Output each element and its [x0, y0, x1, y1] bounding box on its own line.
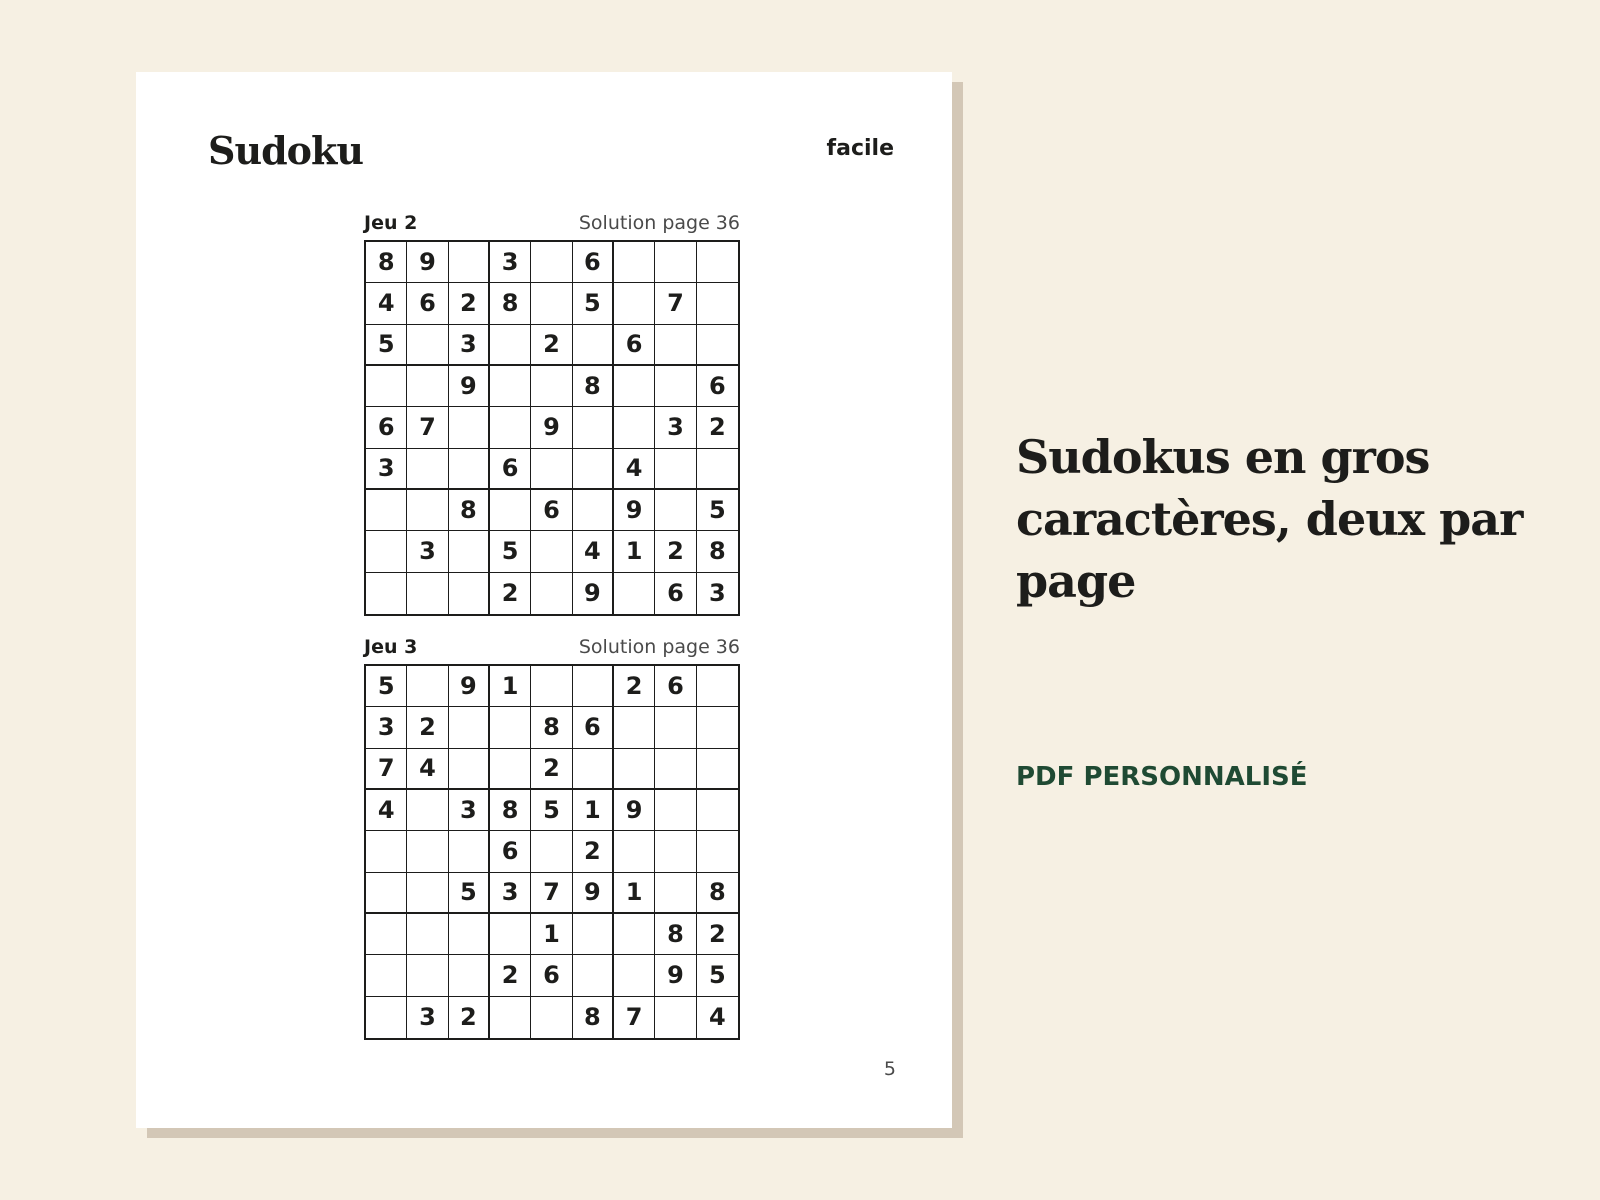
sudoku-cell	[366, 531, 407, 572]
sudoku-cell	[531, 573, 572, 614]
sudoku-cell	[407, 914, 448, 955]
puzzle-solution-ref: Solution page 36	[578, 636, 740, 658]
sudoku-cell: 6	[655, 573, 696, 614]
sudoku-cell	[655, 831, 696, 872]
sudoku-cell	[407, 449, 448, 490]
sudoku-cell	[531, 242, 572, 283]
sudoku-cell: 3	[407, 531, 448, 572]
sudoku-cell	[449, 914, 490, 955]
sudoku-cell	[407, 955, 448, 996]
sudoku-cell: 6	[531, 955, 572, 996]
sudoku-cell	[614, 242, 655, 283]
sudoku-cell: 8	[573, 997, 614, 1038]
sudoku-cell	[697, 831, 738, 872]
puzzle-label: Jeu 3	[364, 636, 418, 658]
sudoku-cell: 2	[490, 573, 531, 614]
sudoku-cell: 4	[366, 790, 407, 831]
sudoku-cell	[697, 242, 738, 283]
sudoku-cell	[490, 366, 531, 407]
sudoku-cell: 5	[697, 955, 738, 996]
sudoku-cell: 8	[697, 873, 738, 914]
sudoku-cell	[407, 490, 448, 531]
sudoku-cell	[655, 707, 696, 748]
sudoku-cell: 5	[449, 873, 490, 914]
sudoku-cell: 3	[449, 325, 490, 366]
sudoku-cell: 8	[573, 366, 614, 407]
sudoku-cell	[407, 366, 448, 407]
sudoku-cell	[573, 749, 614, 790]
sudoku-cell	[490, 749, 531, 790]
sudoku-cell: 7	[407, 407, 448, 448]
sudoku-cell	[531, 997, 572, 1038]
sudoku-cell: 2	[449, 997, 490, 1038]
sudoku-cell: 9	[573, 873, 614, 914]
sudoku-cell	[366, 997, 407, 1038]
sudoku-cell	[366, 873, 407, 914]
sudoku-cell	[366, 490, 407, 531]
sudoku-cell: 2	[655, 531, 696, 572]
sudoku-cell: 1	[490, 666, 531, 707]
sudoku-cell: 5	[531, 790, 572, 831]
sudoku-cell	[655, 366, 696, 407]
sudoku-cell: 5	[697, 490, 738, 531]
sudoku-cell: 6	[573, 242, 614, 283]
sudoku-cell	[449, 707, 490, 748]
page-number: 5	[883, 1058, 896, 1080]
promo-title: Sudokus en gros caractères, deux par page	[1016, 430, 1523, 608]
sudoku-cell: 3	[655, 407, 696, 448]
sudoku-cell	[449, 955, 490, 996]
sudoku-cell: 3	[490, 242, 531, 283]
sudoku-grid	[364, 240, 740, 616]
sudoku-cell	[490, 997, 531, 1038]
sudoku-cell	[573, 325, 614, 366]
sudoku-cell: 9	[531, 407, 572, 448]
sudoku-cell: 8	[490, 790, 531, 831]
sudoku-cell: 7	[614, 997, 655, 1038]
sudoku-cell: 6	[490, 831, 531, 872]
sudoku-cell: 3	[449, 790, 490, 831]
sudoku-cell	[655, 873, 696, 914]
sudoku-cell: 2	[697, 914, 738, 955]
sudoku-cell: 3	[366, 707, 407, 748]
sudoku-cell	[490, 325, 531, 366]
sudoku-cell	[697, 749, 738, 790]
sudoku-cell: 3	[366, 449, 407, 490]
sudoku-cell	[449, 831, 490, 872]
sudoku-cell: 1	[614, 531, 655, 572]
sudoku-cell: 5	[490, 531, 531, 572]
sudoku-cell: 9	[614, 790, 655, 831]
sudoku-cell: 6	[531, 490, 572, 531]
sudoku-cell	[407, 873, 448, 914]
sudoku-cell	[697, 666, 738, 707]
sudoku-cell: 7	[366, 749, 407, 790]
puzzle-header	[364, 636, 740, 664]
sudoku-cell: 6	[614, 325, 655, 366]
puzzle-solution-ref: Solution page 36	[578, 212, 740, 234]
sudoku-cell	[573, 407, 614, 448]
sudoku-cell	[697, 283, 738, 324]
promo-tag: PDF PERSONNALISÉ	[1016, 762, 1308, 792]
sudoku-cell: 8	[697, 531, 738, 572]
sudoku-cell: 9	[449, 366, 490, 407]
sudoku-cell	[449, 407, 490, 448]
sudoku-cell: 2	[573, 831, 614, 872]
sudoku-cell	[614, 831, 655, 872]
sudoku-cell	[614, 283, 655, 324]
sudoku-cell	[573, 955, 614, 996]
sudoku-cell	[366, 831, 407, 872]
sudoku-cell: 7	[655, 283, 696, 324]
sudoku-cell: 4	[366, 283, 407, 324]
sudoku-cell	[490, 407, 531, 448]
sudoku-cell	[407, 831, 448, 872]
sudoku-cell: 5	[366, 325, 407, 366]
sudoku-cell	[573, 914, 614, 955]
sudoku-cell: 5	[573, 283, 614, 324]
sudoku-puzzle-2	[364, 636, 740, 1040]
sudoku-cell	[449, 749, 490, 790]
sudoku-cell	[407, 325, 448, 366]
sudoku-cell: 8	[366, 242, 407, 283]
sudoku-cell	[531, 283, 572, 324]
sudoku-cell: 2	[614, 666, 655, 707]
sudoku-cell: 3	[708, 579, 726, 608]
sudoku-puzzle-1	[364, 212, 740, 616]
sudoku-cell	[449, 449, 490, 490]
page-title: Sudoku	[208, 128, 363, 173]
sudoku-grid	[364, 664, 740, 1040]
puzzle-label: Jeu 2	[364, 212, 418, 234]
sudoku-cell	[531, 531, 572, 572]
sudoku-cell: 6	[697, 366, 738, 407]
sudoku-cell	[407, 573, 448, 614]
sudoku-cell: 8	[490, 283, 531, 324]
sudoku-cell: 6	[573, 707, 614, 748]
sudoku-cell: 1	[573, 790, 614, 831]
sudoku-cell: 1	[531, 914, 572, 955]
document-page	[136, 72, 952, 1128]
sudoku-cell	[614, 366, 655, 407]
sudoku-cell: 1	[614, 873, 655, 914]
sudoku-cell	[614, 749, 655, 790]
sudoku-cell	[366, 914, 407, 955]
sudoku-cell: 2	[531, 749, 572, 790]
sudoku-cell	[655, 325, 696, 366]
sudoku-cell	[407, 790, 448, 831]
sudoku-cell: 6	[655, 666, 696, 707]
sudoku-cell: 2	[697, 407, 738, 448]
sudoku-cell: 9	[449, 666, 490, 707]
sudoku-cell: 8	[531, 707, 572, 748]
sudoku-cell	[531, 449, 572, 490]
sudoku-cell	[655, 790, 696, 831]
sudoku-cell: 9	[614, 490, 655, 531]
sudoku-cell: 3	[490, 873, 531, 914]
sudoku-cell: 2	[531, 325, 572, 366]
sudoku-cell	[531, 831, 572, 872]
sudoku-cell	[614, 573, 655, 614]
sudoku-cell	[573, 490, 614, 531]
sudoku-cell	[531, 666, 572, 707]
sudoku-cell	[655, 242, 696, 283]
sudoku-cell	[655, 449, 696, 490]
sudoku-cell	[490, 490, 531, 531]
sudoku-cell: 4	[614, 449, 655, 490]
sudoku-cell: 2	[407, 707, 448, 748]
difficulty-label: facile	[826, 136, 894, 161]
sudoku-cell: 2	[490, 955, 531, 996]
sudoku-cell	[655, 749, 696, 790]
puzzle-header	[364, 212, 740, 240]
sudoku-cell: 4	[407, 749, 448, 790]
sudoku-cell	[449, 242, 490, 283]
sudoku-cell: 6	[366, 407, 407, 448]
sudoku-cell	[573, 449, 614, 490]
sudoku-cell	[655, 490, 696, 531]
sudoku-cell	[490, 914, 531, 955]
sudoku-cell	[366, 366, 407, 407]
sudoku-cell	[697, 449, 738, 490]
sudoku-cell	[614, 955, 655, 996]
sudoku-cell: 7	[531, 873, 572, 914]
sudoku-cell	[407, 666, 448, 707]
sudoku-cell	[655, 997, 696, 1038]
sudoku-cell: 6	[407, 283, 448, 324]
sudoku-cell	[490, 707, 531, 748]
sudoku-cell	[614, 914, 655, 955]
sudoku-cell	[614, 407, 655, 448]
sudoku-cell	[614, 707, 655, 748]
sudoku-cell	[449, 531, 490, 572]
sudoku-cell: 9	[407, 242, 448, 283]
sudoku-cell	[697, 325, 738, 366]
sudoku-cell: 8	[449, 490, 490, 531]
sudoku-cell: 4	[708, 1003, 726, 1032]
sudoku-cell: 3	[407, 997, 448, 1038]
sudoku-cell: 5	[366, 666, 407, 707]
sudoku-cell	[573, 666, 614, 707]
sudoku-cell: 2	[449, 283, 490, 324]
sudoku-cell	[366, 573, 407, 614]
sudoku-cell	[366, 955, 407, 996]
sudoku-cell	[697, 790, 738, 831]
sudoku-cell	[449, 573, 490, 614]
sudoku-cell	[531, 366, 572, 407]
sudoku-cell: 8	[655, 914, 696, 955]
sudoku-cell	[697, 707, 738, 748]
sudoku-cell: 4	[573, 531, 614, 572]
sudoku-cell: 9	[655, 955, 696, 996]
sudoku-cell: 6	[490, 449, 531, 490]
sudoku-cell: 9	[573, 573, 614, 614]
